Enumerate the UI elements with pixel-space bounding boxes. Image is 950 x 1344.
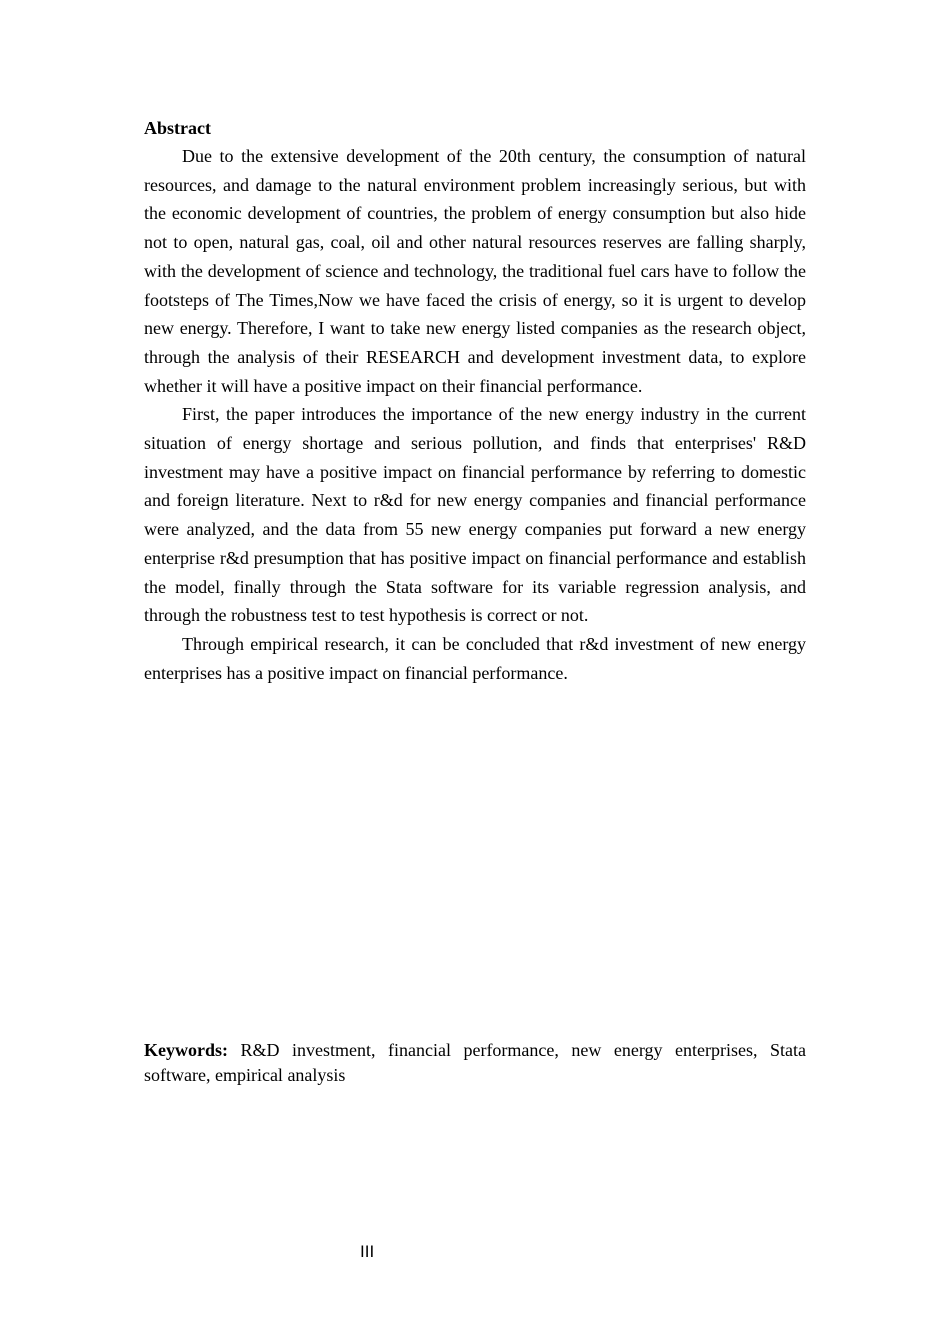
keywords-label: Keywords:: [144, 1040, 228, 1060]
keywords-text: R&D investment, financial performance, new energy enterprises, Stata software, empirical analysis: [144, 1040, 806, 1085]
abstract-paragraph-2: First, the paper introduces the importance of the new energy industry in the current situation of energy shortage and serious pollution, and finds that enterprises' R&D investment may have a positive impact on financial performance by referring to domestic and foreign literature. Next to r&d for new energy companies and financial performance were analyzed, and the data from 55 new energy companies put forward a new energy enterprise r&d presumption that has positive impact on financial performance and establish the model, finally through the Stata software for its variable regression analysis, and through the robustness test to test hypothesis is correct or not.: [144, 404, 806, 626]
abstract-paragraph-3: Through empirical research, it can be concluded that r&d investment of new energy enterprises has a positive impact on financial performance.: [144, 633, 806, 683]
abstract-paragraph-1: Due to the extensive development of the 20th century, the consumption of natural resources, and damage to the natural environment problem increasingly serious, but with the economic development of countries, the problem of energy consumption but also hide not to open, natural gas, coal, oil and other natural resources reserves are falling sharply, with the development of science and technology, the traditional fuel cars have to follow the footsteps of The Times,Now we have faced the crisis of energy, so it is urgent to develop new energy. Therefore, I want to take new energy listed companies as the research object, through the analysis of their RESEARCH and development investment data, to explore whether it will have a positive impact on their financial performance.: [144, 146, 806, 396]
page-number: III: [360, 1242, 375, 1261]
abstract-section: [144, 116, 806, 687]
abstract-heading: Abstract: [144, 118, 211, 138]
keywords-line: [144, 1038, 806, 1088]
